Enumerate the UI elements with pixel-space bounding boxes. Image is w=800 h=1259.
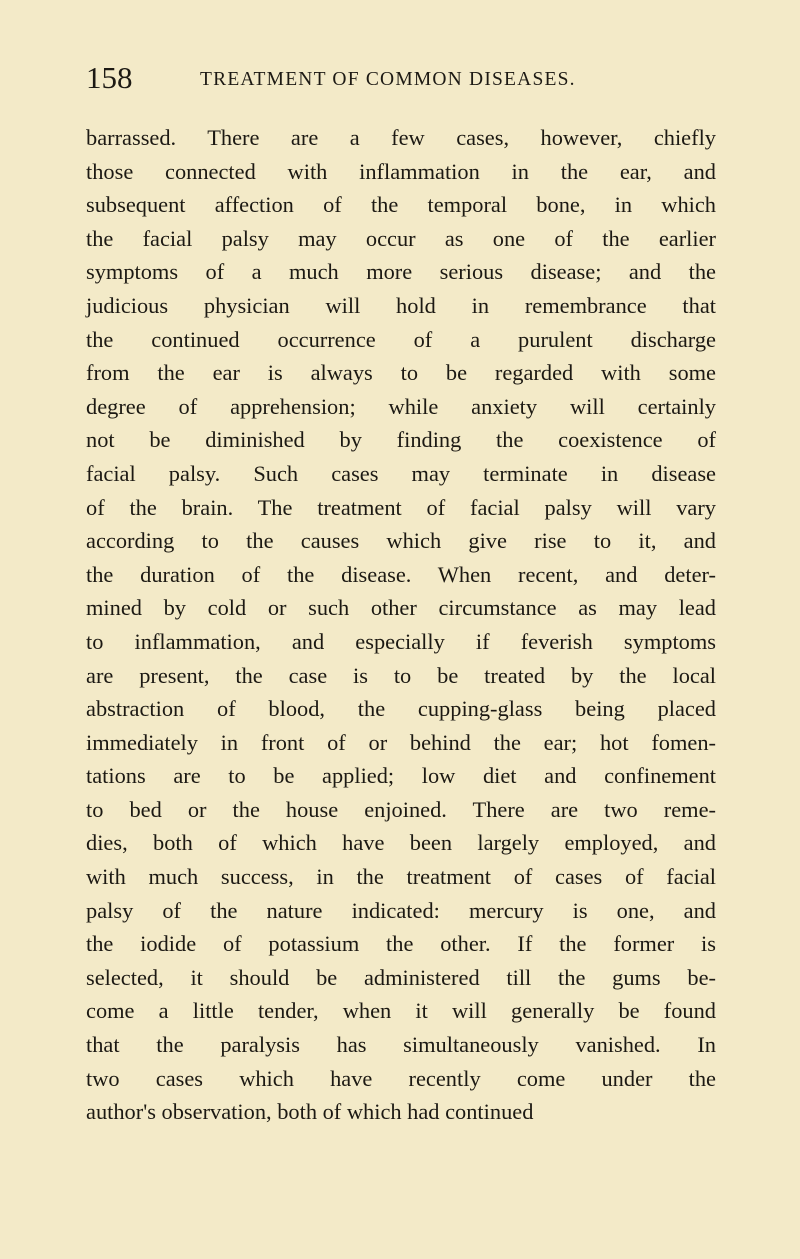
body-text (86, 121, 716, 1129)
text-line: immediately in front of or behind the ear; hot fomen- (86, 729, 716, 755)
text-line: mined by cold or such other circumstance as may lead (86, 595, 716, 621)
text-line: facial palsy. Such cases may terminate in disease (86, 460, 716, 486)
page-header (86, 56, 726, 100)
text-line: to inflammation, and especially if feverish symptoms (86, 628, 716, 654)
running-head: TREATMENT OF COMMON DISEASES. (200, 69, 576, 90)
text-line: with much success, in the treatment of cases of facial (86, 864, 716, 890)
text-line: from the ear is always to be regarded with some (86, 360, 716, 386)
text-line: barrassed. There are a few cases, however, chiefly (86, 125, 716, 150)
text-line: the duration of the disease. When recent, and deter- (86, 561, 716, 587)
text-line: of the brain. The treatment of facial palsy will vary (86, 494, 716, 520)
text-line: two cases which have recently come under the (86, 1065, 716, 1091)
text-line: those connected with inflammation in the ear, and (86, 158, 716, 184)
text-line: come a little tender, when it will generally be found (86, 998, 716, 1024)
page-number: 158 (86, 60, 133, 95)
text-line: tations are to be applied; low diet and confinement (86, 763, 716, 789)
text-line: to bed or the house enjoined. There are two reme- (86, 796, 716, 822)
text-line: author's observation, both of which had continued (86, 1099, 534, 1125)
text-line: according to the causes which give rise to it, and (86, 528, 716, 554)
text-line: the iodide of potassium the other. If the former is (86, 931, 716, 957)
text-line: degree of apprehension; while anxiety will certainly (86, 393, 716, 419)
text-line: the facial palsy may occur as one of the earlier (86, 225, 716, 251)
text-line: subsequent affection of the temporal bone, in which (86, 192, 716, 218)
text-line: selected, it should be administered till the gums be- (86, 964, 716, 990)
text-line: dies, both of which have been largely employed, and (86, 830, 716, 856)
text-line: abstraction of blood, the cupping-glass being placed (86, 696, 716, 722)
text-line: the continued occurrence of a purulent discharge (86, 326, 716, 352)
text-line: palsy of the nature indicated: mercury is one, and (86, 897, 716, 923)
text-line: are present, the case is to be treated by the local (86, 662, 716, 688)
text-line: that the paralysis has simultaneously vanished. In (86, 1032, 716, 1058)
text-line: symptoms of a much more serious disease; and the (86, 259, 716, 285)
text-line: not be diminished by finding the coexistence of (86, 427, 716, 453)
text-line: judicious physician will hold in remembrance that (86, 292, 716, 318)
